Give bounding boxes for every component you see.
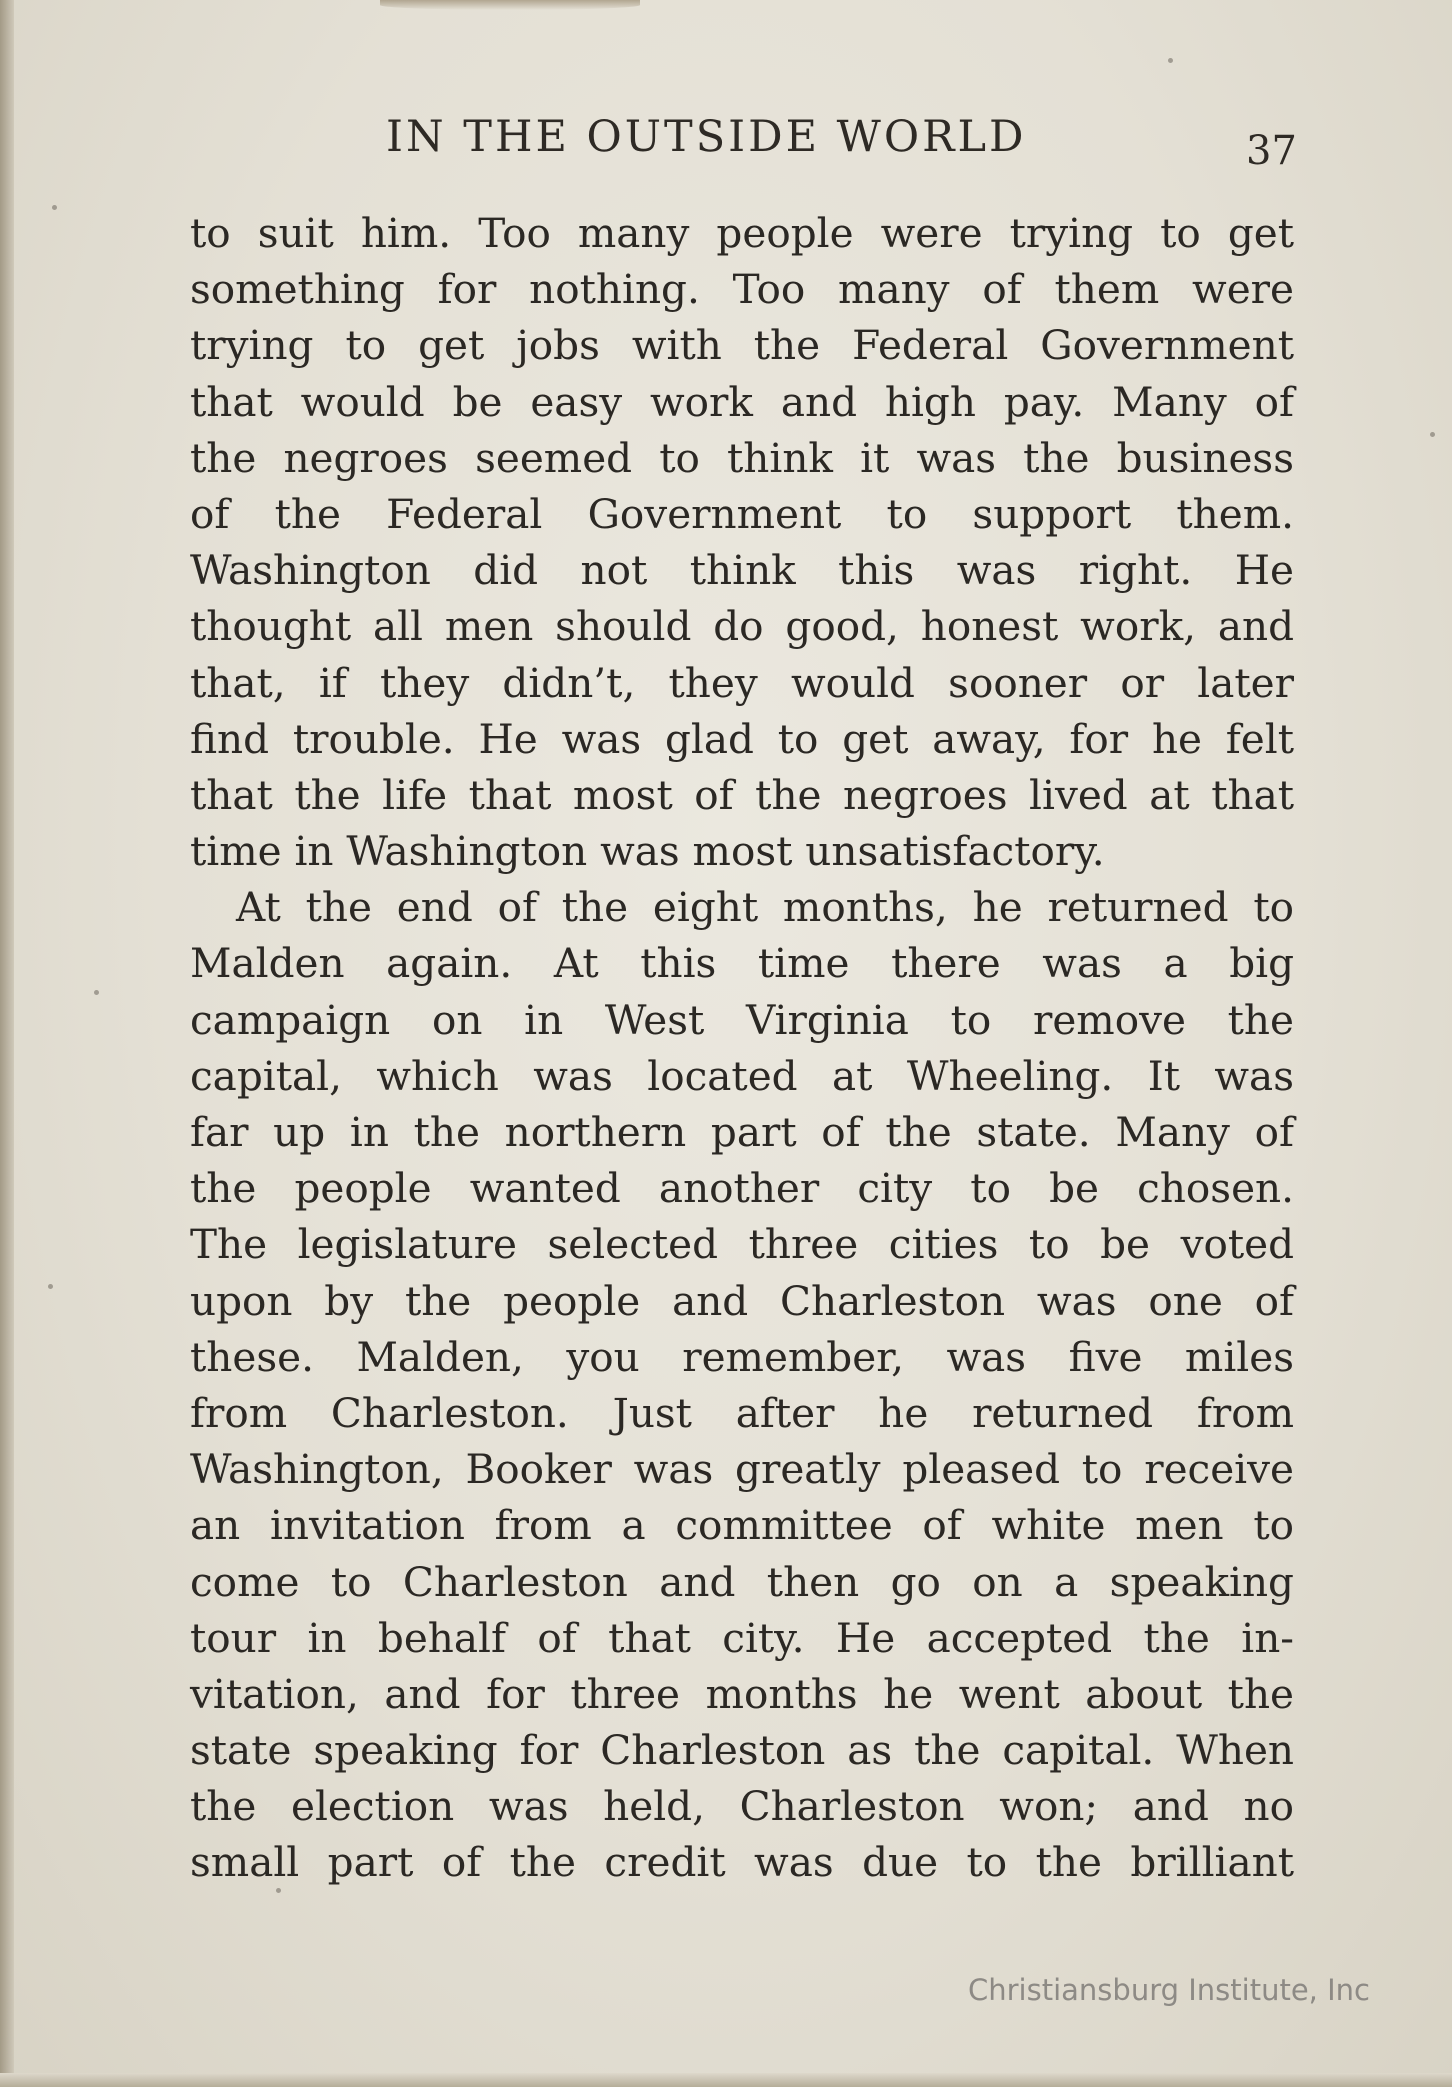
page-bottom-edge (0, 2073, 1452, 2087)
text-line: capital, which was located at Wheeling. It was (190, 1051, 1294, 1100)
text-line: the negroes seemed to think it was the business (190, 433, 1294, 482)
body-text (190, 205, 1294, 1891)
text-line: Malden again. At this time there was a big (190, 939, 1294, 988)
text-line: vitation, and for three months he went about the (190, 1669, 1294, 1718)
paper-speck (94, 990, 99, 995)
text-line: to suit him. Too many people were trying to get (190, 209, 1294, 257)
text-line: find trouble. He was glad to get away, for he felt (190, 714, 1294, 763)
text-line: small part of the credit was due to the brilliant (190, 1838, 1294, 1887)
text-line: these. Malden, you remember, was five miles (190, 1332, 1294, 1381)
paper-speck (52, 205, 57, 210)
text-line: that, if they didn’t, they would sooner or later (190, 658, 1294, 707)
running-head (0, 112, 1452, 172)
text-line: far up in the northern part of the state. Many of (190, 1108, 1294, 1156)
text-line: an invitation from a committee of white men to (190, 1501, 1294, 1550)
text-line: the election was held, Charleston won; and no (190, 1782, 1294, 1831)
text-line: that the life that most of the negroes lived at that (190, 770, 1294, 819)
text-line: of the Federal Government to support them. (190, 489, 1294, 538)
text-line: tour in behalf of that city. He accepted the in- (190, 1613, 1294, 1662)
text-line: the people wanted another city to be chosen. (190, 1164, 1294, 1213)
text-line: At the end of the eight months, he returned to (236, 883, 1294, 932)
text-line: Washington, Booker was greatly pleased to receive (190, 1445, 1294, 1494)
page-top-stain (380, 0, 640, 10)
page-number: 37 (1246, 128, 1297, 174)
text-line: something for nothing. Too many of them were (190, 265, 1294, 314)
text-line: from Charleston. Just after he returned from (190, 1388, 1294, 1437)
text-line: state speaking for Charleston as the capital. When (190, 1726, 1294, 1775)
text-line: Washington did not think this was right. He (190, 546, 1294, 595)
paragraph (190, 879, 1294, 1890)
text-line: time in Washington was most unsatisfactory. (190, 827, 1105, 876)
text-line: upon by the people and Charleston was one of (190, 1276, 1294, 1325)
paragraph (190, 205, 1294, 879)
paper-speck (1168, 58, 1173, 63)
paper-speck (1430, 432, 1435, 437)
paper-speck (48, 1284, 53, 1289)
text-line: that would be easy work and high pay. Many of (190, 377, 1294, 426)
text-line: thought all men should do good, honest work, and (190, 602, 1294, 651)
text-line: campaign on in West Virginia to remove the (190, 995, 1294, 1044)
watermark: Christiansburg Institute, Inc (968, 1973, 1370, 2007)
text-line: trying to get jobs with the Federal Government (190, 321, 1294, 370)
text-line: The legislature selected three cities to be voted (190, 1220, 1294, 1269)
chapter-title: IN THE OUTSIDE WORLD (386, 112, 1027, 162)
text-line: come to Charleston and then go on a speaking (190, 1557, 1294, 1606)
page-left-edge (0, 0, 14, 2087)
